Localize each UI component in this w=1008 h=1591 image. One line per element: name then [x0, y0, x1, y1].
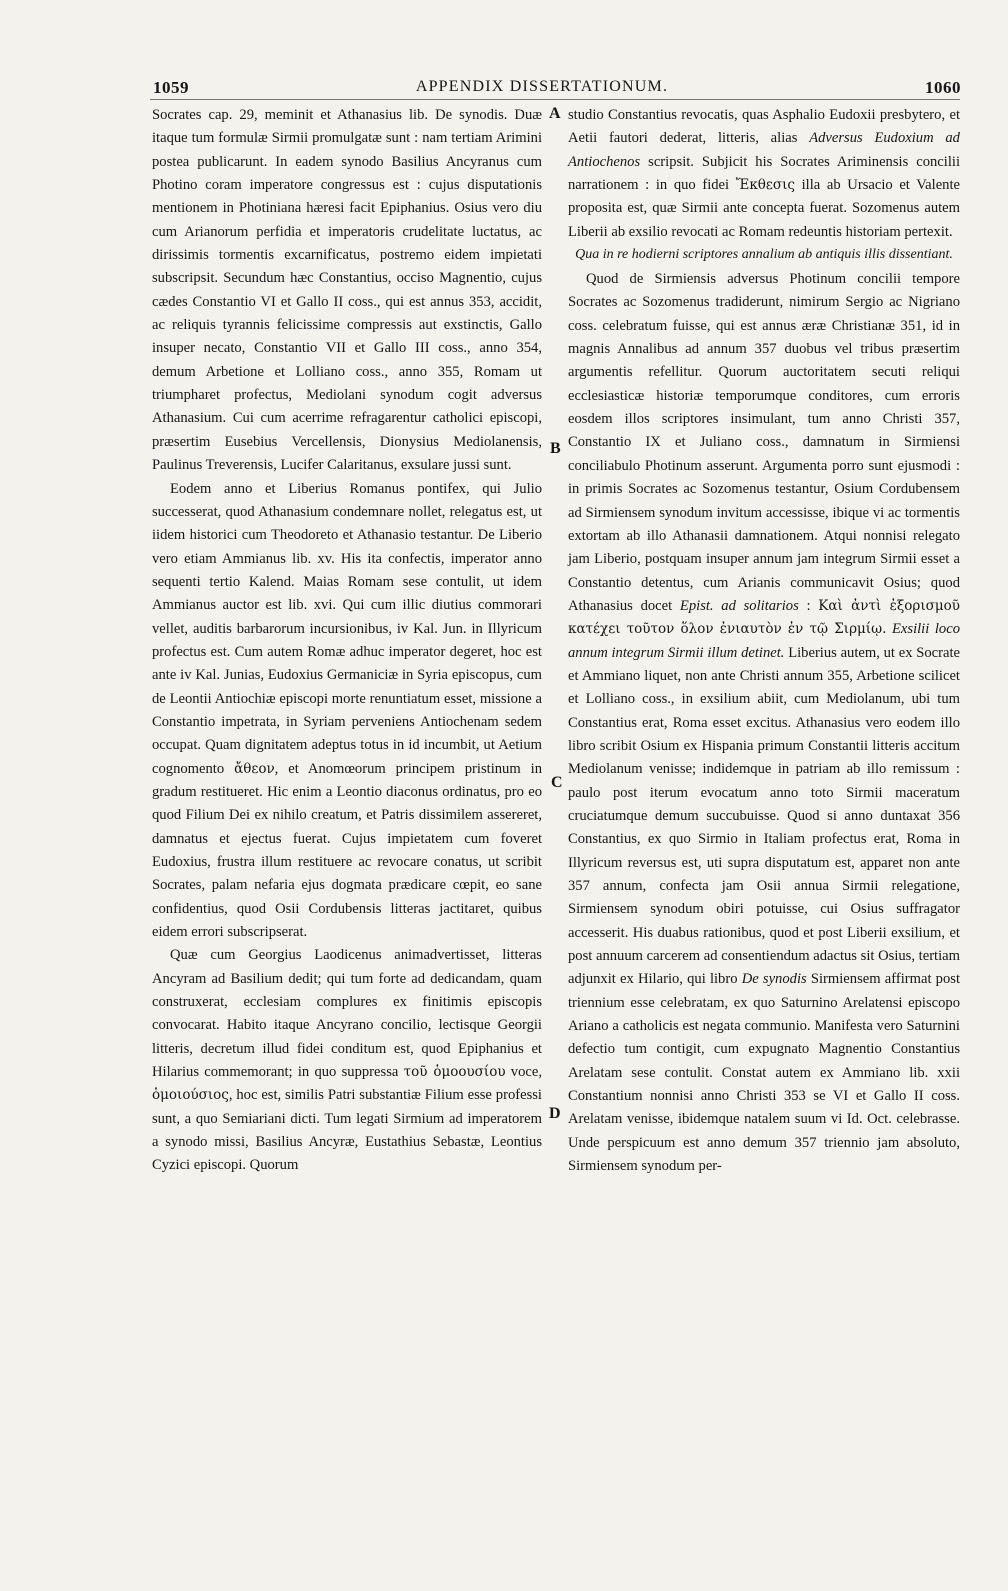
margin-letter-a: A: [549, 105, 561, 122]
right-column: [568, 104, 960, 1178]
right-paragraph-2: Quod de Sirmiensis adversus Photinum concilii tempore Socrates ac Sozomenus tradiderunt, nimirum Sergio ac Nigriano coss. celebratum fuisse, qui est annus æræ Christianæ 351, id in magnis Annalibus ad annum 357 duobus vel tribus præsertim argumentis refellitur. Quorum auctoritatem secuti reliqui ecclesiasticæ historiæ temporumque conditores, cum erroris eosdem illos scriptores insimulant, tum anno Christi 357, Constantio IX et Juliano coss., damnatum in Sirmiensi conciliabulo Photinum asserunt. Argumenta porro sunt ejusmodi : in primis Socrates ac Sozomenus testantur, Osium Cordubensem ad Sirmiensem synodum invitum accessisse, ibique vi ac tormentis extortam ab illo Athanasii damnationem. Atqui nonnisi relegato jam Liberio, postquam insuper annum jam integrum Sirmii esset a Constantio detentus, cum Arianis communicavit Osius; quod Athanasius docet Epist. ad solitarios : Καὶ ἀντὶ ἐξορισμοῦ κατέχει τοῦτον ὅλον ἐνιαυτὸν ἐν τῷ Σιρμίῳ. Exsilii loco annum integrum Sirmii illum detinet. Liberius autem, ut ex Socrate et Ammiano liquet, non ante Christi annum 355, Arbetione scilicet et Lolliano coss., in exsilium abiit, cum Mediolanum, ubi tum Constantius erat, Roma esset excitus. Athanasius vero eodem illo libro scribit Osium ex Hispania primum Constantii litteris accitum Mediolanum venisse; indidemque in patriam ab illo remissum : paulo post iterum evocatum anno toto Sirmii maceratum cruciatumque demum succubuisse. Quod si anno duntaxat 356 Constantius, ex quo Sirmio in Italiam profectus erat, Roma in Illyricum reversus est, uti supra disputatum est, apparet non ante 357 annum, confecta jam Osii annua Sirmii relegatione, Sirmiensem synodum obiri potuisse, cui Osius suffragator accesserit. His duabus rationibus, quod et post Liberii exsilium, et post annuum carcerem ad consentiendum adactus sit Osius, tertiam adjunxit ex Hilario, qui libro De synodis Sirmiensem affirmat post triennium esse celebratam, ex quo Saturnino Arelatensi episcopo Ariano a catholicis est negata communio. Manifesta vero Saturnini defectio tum contigit, cum expugnato Magnentio Constantius Arelatam sese contulit. Constat autem ex Ammiano lib. xxii Constantium nonnisi anno Christi 353 se VI et Gallo II coss. Arelatam venisse, ibidemque natalem suum vi Id. Oct. celebrasse. Unde perspicuum est anno demum 357 triennio jam absoluto, Sirmiensem synodum per-: [568, 271, 961, 1175]
page-number-right: 1060: [925, 78, 961, 97]
left-paragraph-2: Eodem anno et Liberius Romanus pontifex, qui Julio successerat, quod Athanasium condemnare nollet, relegatus est, ut iidem historici cum Theodoreto et Athanasio testantur. De Liberio vero etiam Ammianus lib. xv. His ita confectis, imperator anno sequenti tertio Kalend. Maias Romam sese contulit, ut idem Ammianus auctor est lib. xvi. Qui cum illic diutius commorari vellet, auditis barbarorum incursionibus, iv Kal. Jun. in Illyricum profectus est. Cum autem Romæ adhuc imperator degeret, hoc est ante iv Kal. Junias, Eudoxius Germaniciæ in Syria episcopus, cum de Leontii Antiochiæ episcopi morte renuntiatum esset, missione a Constantio impetrata, in Syriam perveniens Antiochenam sedem occupat. Quam dignitatem adeptus totus in id incumbit, ut Aetium cognomento ἄθεον, et Anomœorum principem pristinum in gradum restitueret. Hic enim a Leontio diaconus ordinatus, pro eo quod Filium Dei ex nihilo creatum, et Patris dissimilem assereret, damnatus et ejectus fuerat. Cujus impietatem cum foveret Eudoxius, frustra illum restituere ac revocare conatus, ut scribit Socrates, palam nefaria ejus dogmata prædicare cœpit, eo sane confidentius, quod Osii Cordubensis litteras jactitaret, quibus eidem errori subscripserat.: [152, 480, 542, 941]
margin-letter-b: B: [550, 440, 561, 457]
left-column: [152, 104, 542, 1178]
greek-text: ὁμοιούσιος: [152, 1087, 229, 1104]
greek-text: ἄθεον: [234, 760, 275, 777]
right-paragraph-1: studio Constantius revocatis, quas Asphalio Eudoxii presbytero, et Aetii fautori dederat, litteris, alias Adversus Eudoxium ad Antiochenos scripsit. Subjicit his Socrates Ariminensis concilii narrationem : in quo fidei Ἔκθεσις illa ab Ursacio et Valente proposita est, quæ Sirmii ante concepta fuerat. Sozomenus autem Liberii ab exsilio revocati ac Romam redeuntis historiam pertexit.: [568, 107, 960, 240]
margin-letter-c: C: [551, 774, 563, 791]
running-title: APPENDIX DISSERTATIONUM.: [415, 78, 669, 95]
greek-text: τοῦ ὁμοουσίου: [403, 1064, 506, 1081]
greek-quote: Καὶ ἀντὶ ἐξορισμοῦ κατέχει τοῦτον ὅλον ἐνιαυτὸν ἐν τῷ Σιρμίῳ.: [568, 597, 960, 638]
left-paragraph-3: Quæ cum Georgius Laodicenus animadvertisset, litteras Ancyram ad Basilium dedit; qui tum forte ad dedicandam, quam construxerat, ecclesiam complures ex finitimis episcopis convocarat. Habito itaque Ancyrano concilio, lectisque Georgii litteris, decretum illud fidei conditum est, quod Epiphanius et Hilarius commemorant; in quo suppressa τοῦ ὁμοουσίου voce, ὁμοιούσιος, hoc est, similis Patri substantiæ Filium esse professi sunt, a quo Semiariani dicti. Tum legati Sirmium ad imperatorem a synodo missi, Basilius Ancyræ, Eustathius Sebastæ, Leontius Cyzici episcopi. Quorum: [152, 947, 542, 1174]
page-number-left: 1059: [153, 78, 189, 97]
margin-letter-d: D: [549, 1105, 561, 1122]
greek-text: Ἔκθεσις: [735, 177, 795, 194]
left-paragraph-1: Socrates cap. 29, meminit et Athanasius lib. De synodis. Duæ itaque tum formulæ Sirmii promulgatæ sunt : nam tertiam Arimini postea publicarunt. In eadem synodo Basilius Ancyranus cum Photino coram imperatore congressus est : cujus disputationis mentionem in Photiniana hæresi facit Epiphanius. Osius vero diu cum Arianorum perfidia et imperatoris crudelitate luctatus, ac dirissimis tormentis excarnificatus, postremo eidem impietati subscripsit. Secundum hæc Constantius, occiso Magnentio, cujus cædes Constantio VI et Gallo II coss., qui est annus 353, accidit, ac reliquis tyrannis felicissime compressis aut exstinctis, Gallo insuper necato, Constantio VII et Gallo III coss., anno 354, demum Arbetione et Lolliano coss., anno 355, Romam ut triumpharet profectus, Mediolani synodum cogit adversus Athanasium. Cui cum acerrime refragarentur catholici episcopi, præsertim Eusebius Vercellensis, Dionysius Mediolanensis, Paulinus Treverensis, Lucifer Calaritanus, exsulare jussi sunt.: [152, 107, 542, 474]
italic-title: Adversus Eudoxium ad Antiochenos: [568, 130, 960, 170]
header-rule: [150, 99, 960, 100]
section-heading: Qua in re hodierni scriptores annalium ab antiquis illis dissentiant.: [575, 247, 953, 263]
